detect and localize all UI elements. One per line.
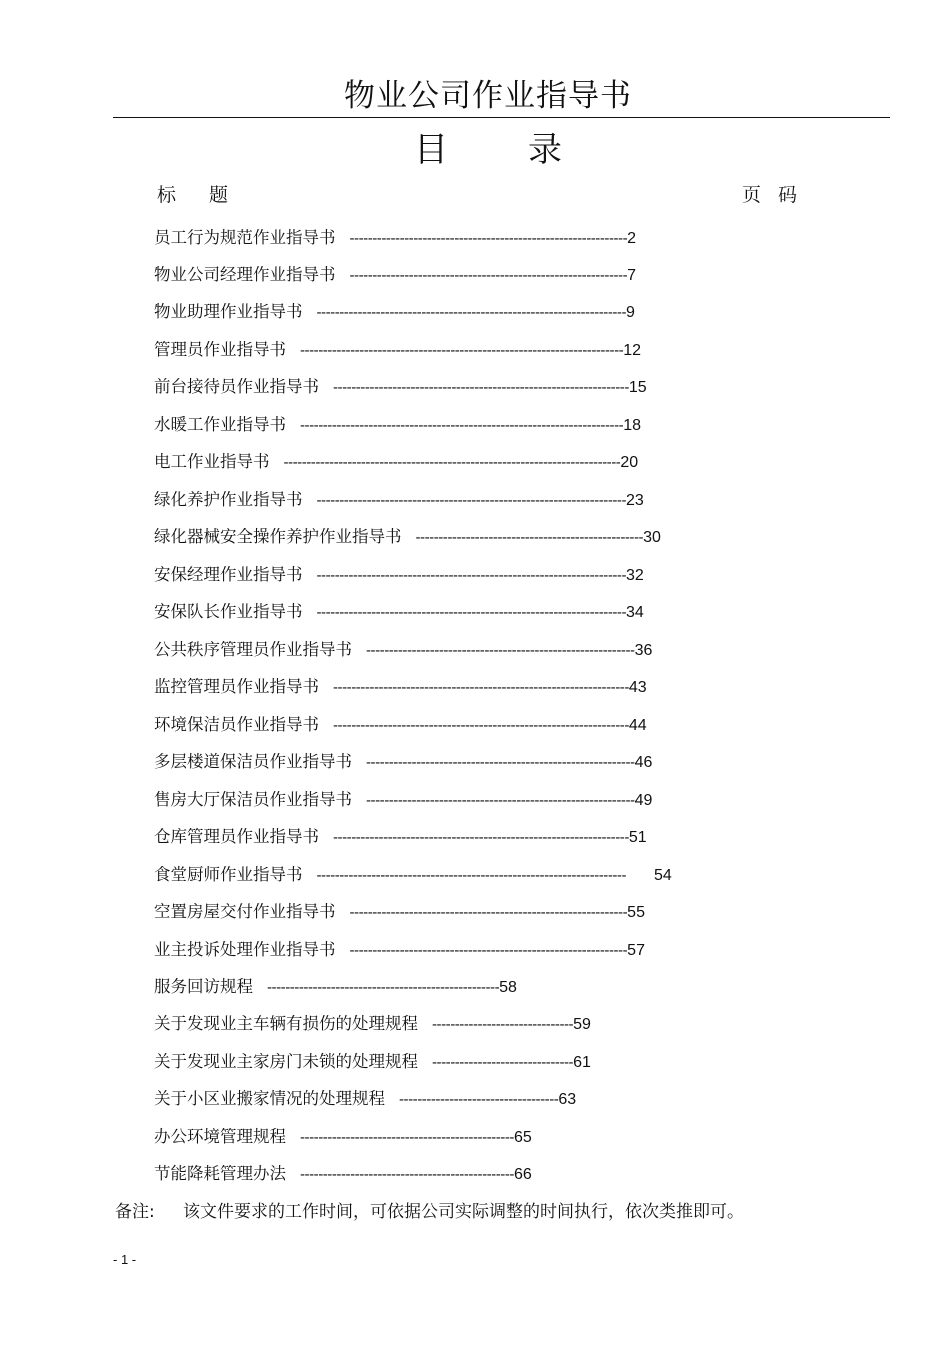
toc-leader-dashes: --------------------------------------------------- [267, 980, 500, 996]
toc-leader-dashes: ------------------------------- [432, 1017, 574, 1033]
note-label: 备注: [115, 1202, 155, 1222]
toc-leader-dashes: ----------------------------------------------------------- [366, 793, 635, 809]
toc-entry-title: 关于发现业主家房门未锁的处理规程 [154, 1052, 418, 1071]
toc-leader-dashes: -------------------------------------------------------------------- [316, 568, 627, 584]
column-header-char: 页 [742, 184, 762, 206]
note [115, 1197, 744, 1222]
toc-entry-page: 32 [626, 567, 644, 584]
toc-entry-page: 15 [628, 379, 647, 396]
toc-entry-title: 业主投诉处理作业指导书 [154, 940, 336, 959]
toc-entry[interactable] [154, 262, 636, 288]
toc-entry-page: 44 [628, 717, 647, 734]
toc-leader-dashes: -------------------------------------------------------------------- [316, 305, 627, 321]
toc-entry-page: 30 [643, 529, 661, 546]
toc-entry-page: 23 [626, 492, 644, 509]
toc-entry-page: 49 [634, 792, 653, 809]
toc-entry[interactable] [154, 787, 652, 813]
toc-leader-dashes: ----------------------------------------------------------------- [333, 680, 629, 696]
toc-entry-page: 63 [558, 1091, 577, 1108]
toc-title-char: 录 [528, 130, 562, 170]
toc-entry[interactable] [154, 674, 647, 700]
toc-leader-dashes: ------------------------------------------------------------- [349, 231, 628, 247]
toc-entry-page: 65 [513, 1129, 532, 1146]
toc-entry-title: 关于小区业搬家情况的处理规程 [154, 1089, 385, 1108]
toc-entry[interactable] [154, 299, 635, 325]
column-header-char: 码 [778, 184, 798, 206]
toc-entry[interactable] [154, 562, 644, 588]
toc-entry[interactable] [154, 1049, 591, 1075]
toc-entry[interactable] [154, 974, 517, 1000]
toc-leader-dashes: -------------------------------------------------------------------- [316, 868, 627, 884]
toc-leader-dashes: ------------------------------- [432, 1055, 574, 1071]
toc-entry-page: 20 [620, 454, 639, 471]
toc-entry-page: 66 [513, 1166, 532, 1183]
toc-entry-page: 46 [634, 754, 653, 771]
toc-entry[interactable] [154, 599, 644, 625]
toc-leader-dashes: ----------------------------------------------- [300, 1130, 514, 1146]
toc-entry-title: 水暖工作业指导书 [154, 415, 286, 434]
toc-entry-title: 安保经理作业指导书 [154, 565, 303, 584]
toc-entry[interactable] [154, 937, 645, 963]
toc-leader-dashes: -------------------------------------------------- [415, 530, 644, 546]
toc-leader-dashes: ----------------------------------------------------------------- [333, 380, 629, 396]
toc-entry-title: 物业公司经理作业指导书 [154, 265, 336, 284]
toc-entry-title: 多层楼道保洁员作业指导书 [154, 752, 352, 771]
toc-entry[interactable] [154, 1011, 591, 1037]
toc-leader-dashes: -------------------------------------------------------------------- [316, 605, 627, 621]
toc-leader-dashes: ------------------------------------------------------------- [349, 268, 628, 284]
toc-entry-title: 公共秩序管理员作业指导书 [154, 640, 352, 659]
toc-entry-page: 7 [627, 267, 637, 284]
toc-entry[interactable] [154, 749, 652, 775]
toc-entry-page: 18 [623, 417, 641, 434]
toc-entry-page: 54 [654, 867, 672, 884]
toc-entry[interactable] [154, 449, 638, 475]
toc-entry-page: 58 [499, 979, 517, 996]
toc-entry-title: 员工行为规范作业指导书 [154, 228, 336, 247]
toc-entry[interactable] [154, 337, 641, 363]
toc-entry-page: 34 [626, 604, 644, 621]
toc-entry-page: 61 [573, 1054, 591, 1071]
toc-entry-title: 食堂厨师作业指导书 [154, 865, 303, 884]
toc-leader-dashes: ------------------------------------------------------------- [349, 905, 628, 921]
toc-entry[interactable] [154, 374, 647, 400]
toc-entry-title: 电工作业指导书 [154, 452, 270, 471]
toc-entry-title: 前台接待员作业指导书 [154, 377, 319, 396]
toc-leader-dashes: -------------------------------------------------------------------------- [283, 455, 621, 471]
toc-entry-title: 监控管理员作业指导书 [154, 677, 319, 696]
toc-entry[interactable] [154, 225, 636, 251]
toc-entry-title: 环境保洁员作业指导书 [154, 715, 319, 734]
toc-leader-dashes: ------------------------------------------------------------- [349, 943, 628, 959]
toc-entry-page: 57 [627, 942, 645, 959]
toc-entry[interactable] [154, 712, 647, 738]
toc-entry-title: 空置房屋交付作业指导书 [154, 902, 336, 921]
toc-entry-title: 服务回访规程 [154, 977, 253, 996]
toc-entry[interactable] [154, 899, 645, 925]
toc-leader-dashes: -------------------------------------------------------------------- [316, 493, 627, 509]
toc-leader-dashes: ----------------------------------- [399, 1092, 559, 1108]
toc-entry[interactable] [154, 1161, 532, 1187]
toc-entry[interactable] [154, 824, 647, 850]
toc-entry-page: 12 [623, 342, 641, 359]
toc-entry-page: 2 [627, 230, 637, 247]
toc-leader-dashes: ----------------------------------------------------------------------- [300, 343, 624, 359]
toc-entry-title: 安保队长作业指导书 [154, 602, 303, 621]
toc-entry-page: 36 [634, 642, 653, 659]
toc-entry[interactable] [154, 412, 641, 438]
column-header-char: 标 [157, 184, 177, 206]
toc-entry[interactable] [154, 637, 652, 663]
toc-entry-title: 物业助理作业指导书 [154, 302, 303, 321]
note-text: 该文件要求的工作时间，可依据公司实际调整的时间执行，依次类推即可。 [183, 1202, 744, 1222]
toc-entry-page: 43 [628, 679, 647, 696]
toc-entry-title: 节能降耗管理办法 [154, 1164, 286, 1183]
toc-leader-dashes: ----------------------------------------------------------------- [333, 830, 629, 846]
toc-entry-title: 关于发现业主车辆有损伤的处理规程 [154, 1014, 418, 1033]
toc-entry[interactable] [154, 524, 661, 550]
toc-entry-title: 管理员作业指导书 [154, 340, 286, 359]
toc-entry-title: 仓库管理员作业指导书 [154, 827, 319, 846]
toc-entry-title: 绿化养护作业指导书 [154, 490, 303, 509]
toc-entry[interactable] [154, 1086, 576, 1112]
toc-entry[interactable] [154, 487, 644, 513]
toc-entry-page: 59 [573, 1016, 591, 1033]
toc-leader-dashes: ----------------------------------------------------------- [366, 755, 635, 771]
toc-entry-page: 9 [626, 304, 635, 321]
toc-entry[interactable] [154, 1124, 532, 1150]
toc-entry-title: 办公环境管理规程 [154, 1127, 286, 1146]
toc-leader-dashes: ----------------------------------------------------------------------- [300, 418, 624, 434]
toc-leader-dashes: ----------------------------------------------------------- [366, 643, 635, 659]
column-header-char: 题 [209, 184, 229, 206]
toc-leader-dashes: ----------------------------------------------- [300, 1167, 514, 1183]
toc-entry-title: 售房大厅保洁员作业指导书 [154, 790, 352, 809]
toc-leader-dashes: ----------------------------------------------------------------- [333, 718, 629, 734]
toc-entry-title: 绿化器械安全操作养护作业指导书 [154, 527, 402, 546]
toc-title-char: 目 [414, 130, 448, 170]
toc-entry-page: 55 [627, 904, 645, 921]
header-title: 物业公司作业指导书 [344, 78, 632, 114]
page-number: - 1 - [113, 1252, 137, 1267]
toc-entry[interactable] [154, 862, 672, 888]
toc-entry-page: 51 [628, 829, 647, 846]
